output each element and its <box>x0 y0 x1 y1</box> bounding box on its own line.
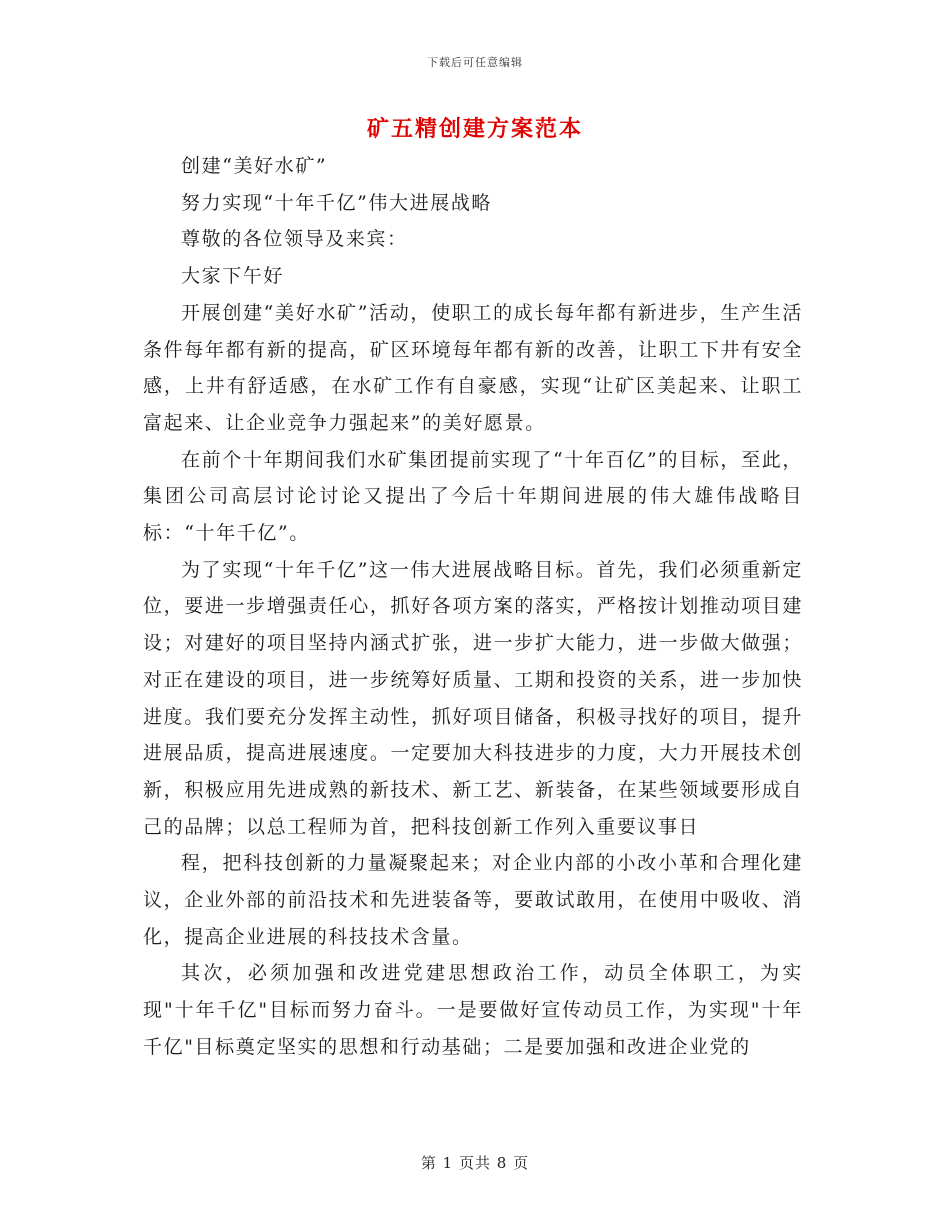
document-title: 矿五精创建方案范本 <box>366 116 583 142</box>
paragraph: 大家下午好 <box>181 265 285 288</box>
paragraph: 程，把科技创新的力量凝聚起来；对企业内部的小改小革和合理化建议，企业外部的前沿技术和先进装备等，要敢试敢用，在使用中吸收、消化，提高企业进展的科技技术含量。 <box>143 852 803 948</box>
page-number: 第 1 页共 8 页 <box>420 1154 530 1172</box>
paragraph: 在前个十年期间我们水矿集团提前实现了“十年百亿”的目标，至此，集团公司高层讨论讨论又提出了今后十年期间进展的伟大雄伟战略目标：“十年千亿”。 <box>143 448 803 545</box>
paragraph: 开展创建“美好水矿”活动，使职工的成长每年都有新进步，生产生活条件每年都有新的提高，矿区环境每年都有新的改善，让职工下井有安全感，上井有舒适感，在水矿工作有自豪感，实现“让矿区美起来、让职工富起来、让企业竞争力强起来”的美好愿景。 <box>143 301 803 434</box>
paragraph: 尊敬的各位领导及来宾： <box>181 228 408 251</box>
paragraph: 努力实现“十年千亿”伟大进展战略 <box>181 191 493 214</box>
paragraph: 其次，必须加强和改进党建思想政治工作，动员全体职工，为实现"十年千亿"目标而努力奋斗。一是要做好宣传动员工作，为实现"十年千亿"目标奠定坚实的思想和行动基础；二是要加强和改进企业党的 <box>143 962 803 1058</box>
paragraph: 为了实现“十年千亿”这一伟大进展战略目标。首先，我们必须重新定位，要进一步增强责任心，抓好各项方案的落实，严格按计划推动项目建设；对建好的项目坚持内涵式扩张，进一步扩大能力，进一步做大做强；对正在建设的项目，进一步统筹好质量、工期和投资的关系，进一步加快进度。我们要充分发挥主动性，抓好项目储备，积极寻找好的项目，提升进展品质，提高进展速度。一定要加大科技进步的力度，大力开展技术创新，积极应用先进成熟的新技术、新工艺、新装备，在某些领域要形成自己的品牌；以总工程师为首，把科技创新工作列入重要议事日 <box>143 558 803 838</box>
header-note: 下载后可任意编辑 <box>427 56 523 69</box>
paragraph: 创建“美好水矿” <box>181 155 328 177</box>
document-body <box>143 148 803 1066</box>
